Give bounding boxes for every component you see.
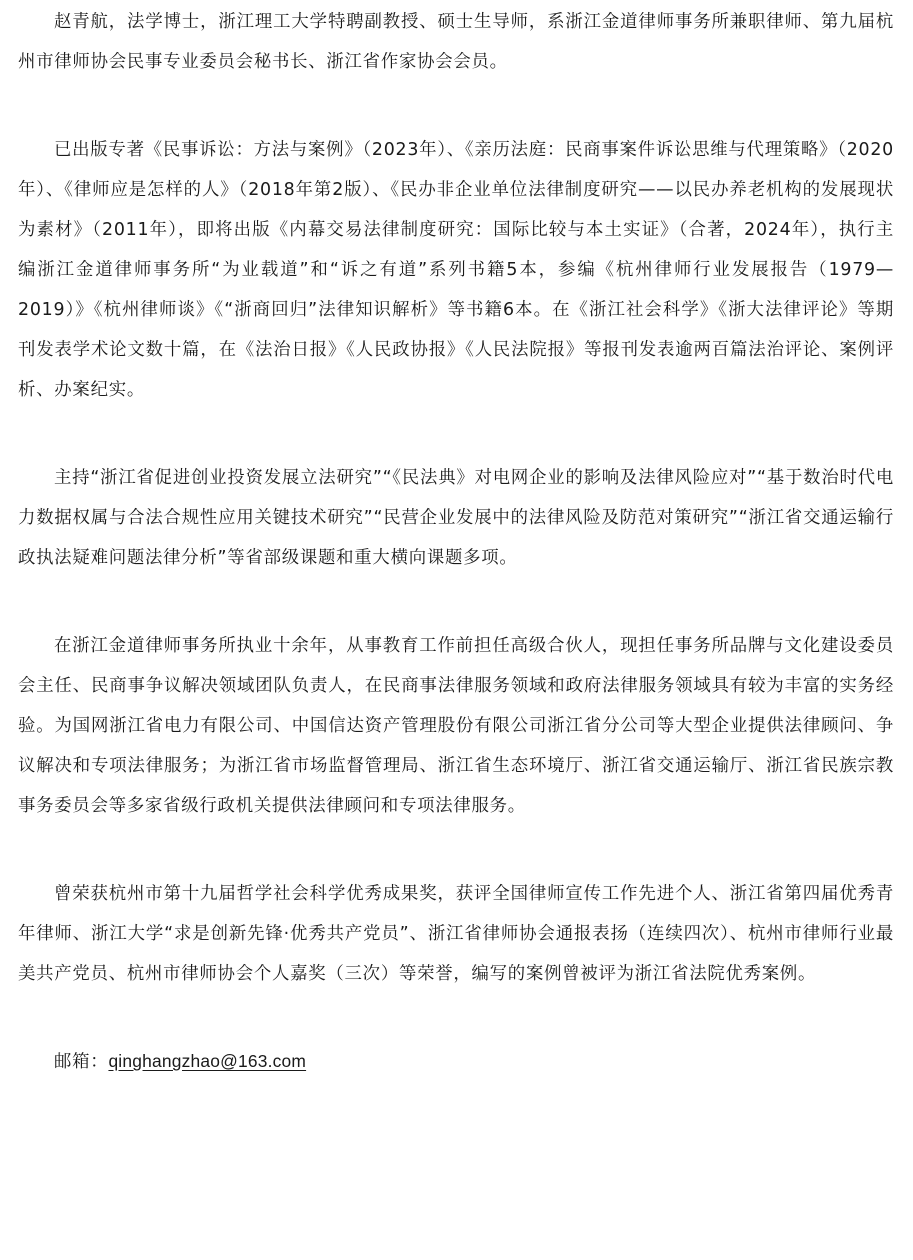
- bio-paragraph-practice: 在浙江金道律师事务所执业十余年，从事教育工作前担任高级合伙人，现担任事务所品牌与文化建设委员会主任、民商事争议解决领域团队负责人，在民商事法律服务领域和政府法律服务领域具有较为丰富的实务经验。为国网浙江省电力有限公司、中国信达资产管理股份有限公司浙江省分公司等大型企业提供法律顾问、争议解决和专项法律服务；为浙江省市场监督管理局、浙江省生态环境厅、浙江省交通运输厅、浙江省民族宗教事务委员会等多家省级行政机关提供法律顾问和专项法律服务。: [18, 636, 894, 816]
- email-link[interactable]: qinghangzhao@163.com: [108, 1051, 307, 1071]
- bio-paragraph-research: 主持“浙江省促进创业投资发展立法研究”“《民法典》对电网企业的影响及法律风险应对”“基于数治时代电力数据权属与合法合规性应用关键技术研究”“民营企业发展中的法律风险及防范对策研究”“浙江省交通运输行政执法疑难问题法律分析”等省部级课题和重大横向课题多项。: [18, 468, 894, 568]
- bio-paragraph-intro: 赵青航，法学博士，浙江理工大学特聘副教授、硕士生导师，系浙江金道律师事务所兼职律师、第九届杭州市律师协会民事专业委员会秘书长、浙江省作家协会会员。: [18, 12, 894, 72]
- document-body: [18, 0, 894, 1082]
- bio-paragraph-honors: 曾荣获杭州市第十九届哲学社会科学优秀成果奖，获评全国律师宣传工作先进个人、浙江省第四届优秀青年律师、浙江大学“求是创新先锋·优秀共产党员”、浙江省律师协会通报表扬（连续四次）、杭州市律师行业最美共产党员、杭州市律师协会个人嘉奖（三次）等荣誉，编写的案例曾被评为浙江省法院优秀案例。: [18, 884, 894, 984]
- bio-paragraph-publications: 已出版专著《民事诉讼：方法与案例》（2023年）、《亲历法庭：民商事案件诉讼思维与代理策略》（2020年）、《律师应是怎样的人》（2018年第2版）、《民办非企业单位法律制度研究——以民办养老机构的发展现状为素材》（2011年），即将出版《内幕交易法律制度研究：国际比较与本土实证》（合著，2024年），执行主编浙江金道律师事务所“为业载道”和“诉之有道”系列书籍5本，参编《杭州律师行业发展报告（1979—2019）》《杭州律师谈》《“浙商回归”法律知识解析》等书籍6本。在《浙江社会科学》《浙大法律评论》等期刊发表学术论文数十篇，在《法治日报》《人民政协报》《人民法院报》等报刊发表逾两百篇法治评论、案例评析、办案纪实。: [18, 140, 894, 400]
- email-label: 邮箱：: [54, 1052, 109, 1072]
- contact-line: [18, 1041, 894, 1082]
